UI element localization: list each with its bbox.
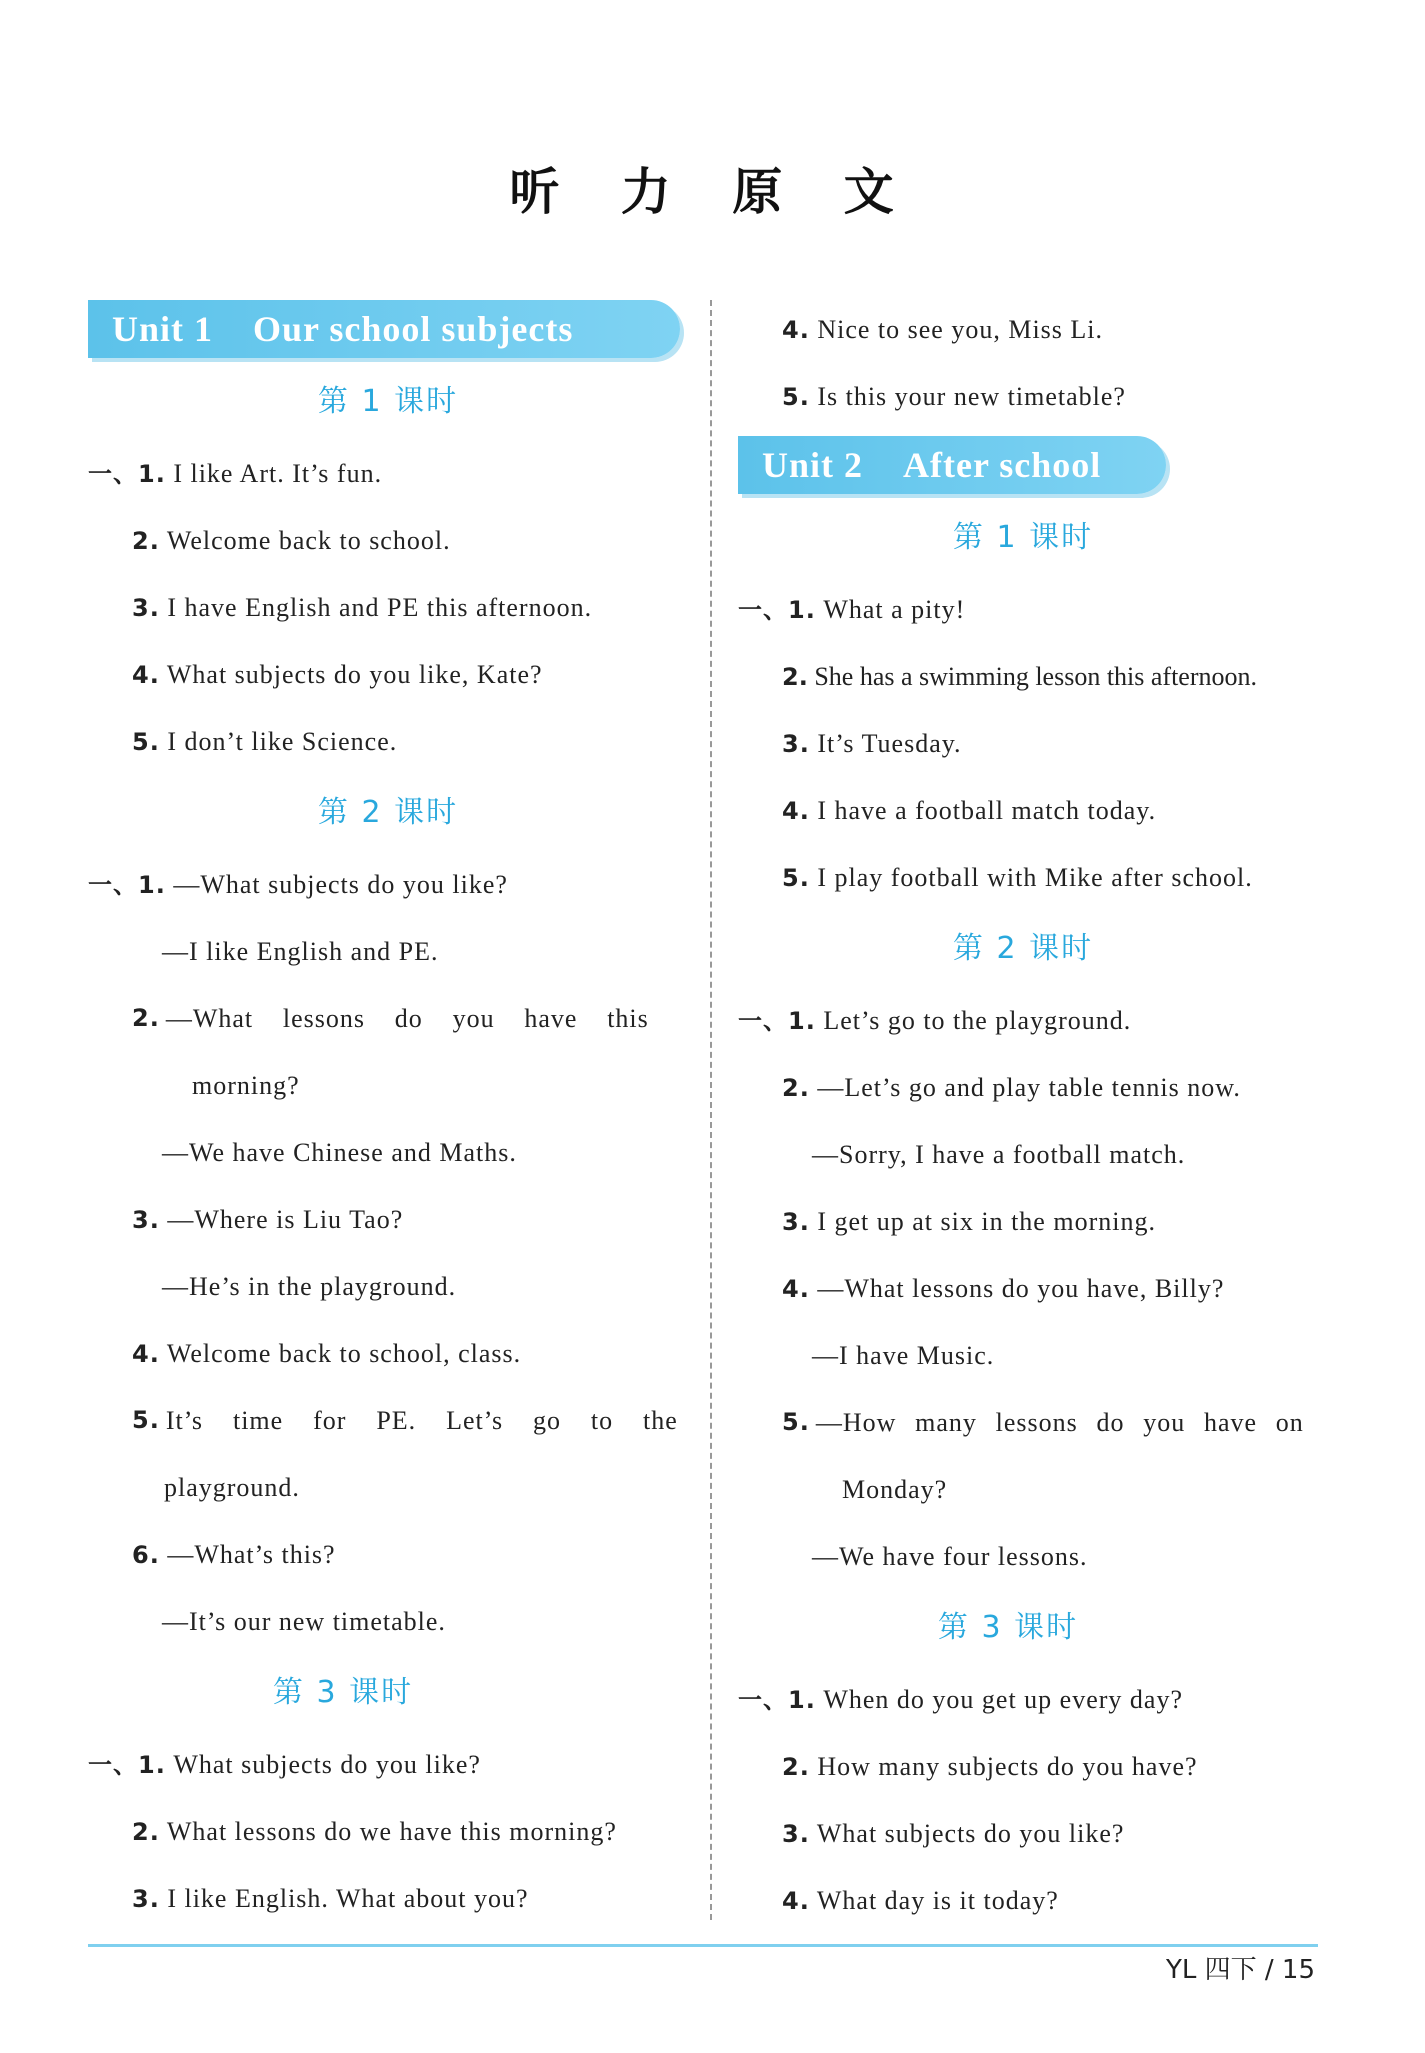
unit-2-banner	[738, 436, 1166, 494]
column-divider	[710, 300, 712, 1920]
listening-item: 6. —What’s this?	[132, 1540, 336, 1569]
unit-title: Our school subjects	[253, 309, 574, 349]
listening-line: —I like English and PE.	[162, 937, 439, 966]
listening-item: 一、1. What a pity!	[738, 595, 966, 624]
listening-item: 5. —How many lessons do you have on	[782, 1408, 1304, 1437]
listening-item: 3. I get up at six in the morning.	[782, 1207, 1156, 1236]
listening-item: 一、1. When do you get up every day?	[738, 1685, 1183, 1714]
right-column	[738, 296, 1338, 1934]
page-number: YL 四下 / 15	[1165, 1955, 1315, 1985]
left-column	[88, 300, 688, 1932]
lesson-heading: 第 2 课时	[952, 931, 1094, 966]
listening-item: 4. What subjects do you like, Kate?	[132, 660, 543, 689]
footer-rule	[88, 1944, 1318, 1947]
listening-item: 一、1. Let’s go to the playground.	[738, 1006, 1132, 1035]
unit-1-banner	[88, 300, 680, 358]
listening-item: 4. —What lessons do you have, Billy?	[782, 1274, 1225, 1303]
listening-item: 4. What day is it today?	[782, 1886, 1059, 1915]
listening-item: 一、1. What subjects do you like?	[88, 1750, 481, 1779]
listening-item: 3. —Where is Liu Tao?	[132, 1205, 404, 1234]
listening-item: 2. —Let’s go and play table tennis now.	[782, 1073, 1241, 1102]
listening-item: 4. I have a football match today.	[782, 796, 1157, 825]
listening-item: 5. I play football with Mike after school.	[782, 863, 1253, 892]
listening-item: 3. I like English. What about you?	[132, 1884, 529, 1913]
lesson-heading: 第 1 课时	[952, 520, 1094, 555]
listening-line: —It’s our new timetable.	[162, 1607, 446, 1636]
listening-line: —Sorry, I have a football match.	[812, 1140, 1186, 1169]
listening-item: 一、1. —What subjects do you like?	[88, 870, 508, 899]
listening-item: 2. —What lessons do you have this	[132, 1004, 649, 1033]
listening-line: playground.	[164, 1473, 300, 1502]
listening-line: —He’s in the playground.	[162, 1272, 457, 1301]
page-title: 听 力 原 文	[509, 163, 916, 221]
listening-item: 2. Welcome back to school.	[132, 526, 451, 555]
listening-item: 2. What lessons do we have this morning?	[132, 1817, 617, 1846]
listening-item: 一、1. I like Art. It’s fun.	[88, 459, 383, 488]
lesson-heading: 第 3 课时	[272, 1675, 414, 1710]
listening-item: 5. Is this your new timetable?	[782, 382, 1126, 411]
unit-title: After school	[903, 445, 1102, 485]
listening-item: 3. What subjects do you like?	[782, 1819, 1125, 1848]
listening-item: 4. Nice to see you, Miss Li.	[782, 315, 1104, 344]
listening-line: morning?	[192, 1071, 300, 1100]
listening-item: 2. She has a swimming lesson this afternoon.	[782, 662, 1258, 691]
unit-number: Unit 2	[762, 445, 864, 485]
listening-line: Monday?	[842, 1475, 948, 1504]
listening-item: 5. I don’t like Science.	[132, 727, 398, 756]
listening-item: 3. I have English and PE this afternoon.	[132, 593, 593, 622]
lesson-heading: 第 3 课时	[937, 1610, 1079, 1645]
listening-line: —We have four lessons.	[812, 1542, 1088, 1571]
unit-number: Unit 1	[112, 309, 214, 349]
listening-line: —I have Music.	[812, 1341, 995, 1370]
listening-item: 5. It’s time for PE. Let’s go to the	[132, 1406, 678, 1435]
lesson-heading: 第 2 课时	[317, 795, 459, 830]
listening-item: 4. Welcome back to school, class.	[132, 1339, 522, 1368]
listening-item: 3. It’s Tuesday.	[782, 729, 962, 758]
lesson-heading: 第 1 课时	[317, 384, 459, 419]
listening-item: 2. How many subjects do you have?	[782, 1752, 1198, 1781]
listening-line: —We have Chinese and Maths.	[162, 1138, 517, 1167]
